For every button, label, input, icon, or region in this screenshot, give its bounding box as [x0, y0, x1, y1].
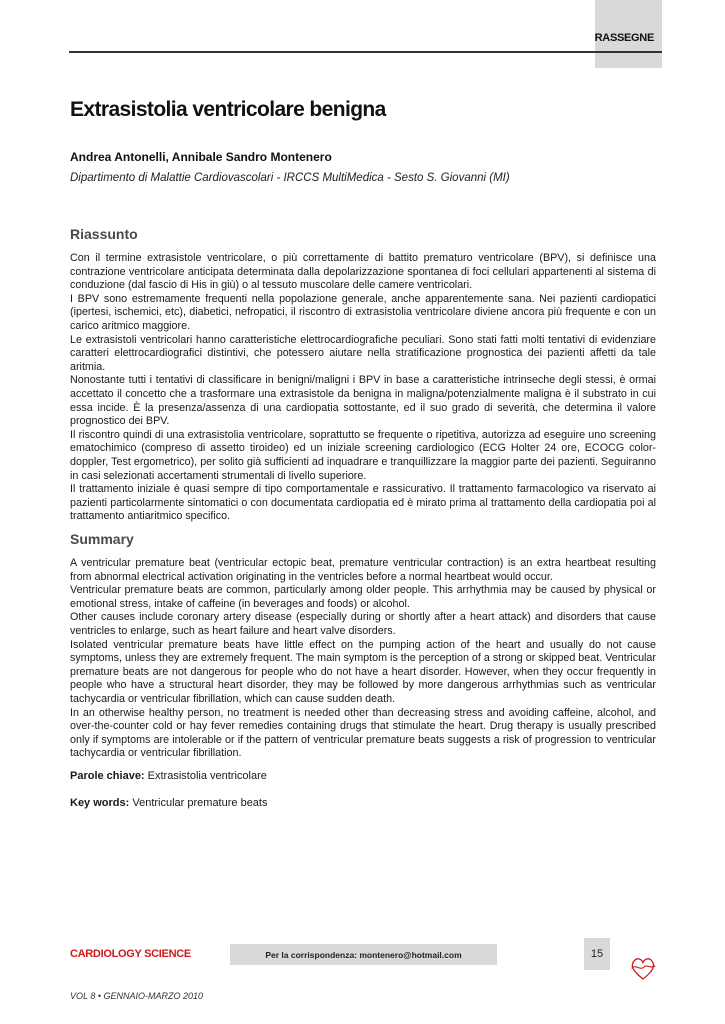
riassunto-body: [70, 252, 656, 524]
keywords-italian-label: Parole chiave:: [70, 770, 145, 782]
keywords-english-value: Ventricular premature beats: [129, 797, 268, 809]
summary-paragraph: A ventricular premature beat (ventricular ectopic beat, premature ventricular contraction) is an extra heartbeat resulting from abnormal electrical activation originating in the ventricles before a normal heartbeat would occur.: [70, 557, 656, 583]
summary-paragraph: Isolated ventricular premature beats have little effect on the pumping action of the heart and usually do not cause symptoms, unless they are extremely frequent. The main symptom is the perception of a strong or skipped beat. Ventricular premature beats are not dangerous for people who do not have a heart disorder. However, when they occur frequently in people who have a structural heart disorder, they may be followed by more dangerous arrhythmias such as ventricular tachycardia or ventricular fibrillation, which can cause sudden death.: [70, 638, 656, 705]
riassunto-paragraph: Con il termine extrasistole ventricolare, o più correttamente di battito prematuro ventricolare (BPV), si definisce una contrazione ventricolare anticipata determinata dalla depolarizzazione spontanea di foci cellulari appartenenti al sistema di conduzione (dal fascio di His in giù) o al tessuto muscolare delle camere ventricolari.: [70, 252, 656, 292]
summary-paragraph: Ventricular premature beats are common, particularly among older people. This arrhythmia may be caused by physical or emotional stress, intake of caffeine (in beverages and foods) or alcohol.: [70, 584, 656, 610]
riassunto-paragraph: I BPV sono estremamente frequenti nella popolazione generale, anche apparentemente sana. Nei pazienti cardiopatici (ipertesi, ischemici, etc), diabetici, nefropatici, il riscontro di extrasistolia ventricolare diviene ancora più frequente e con un carico aritmico maggiore.: [70, 292, 656, 332]
riassunto-paragraph: Il trattamento iniziale è quasi sempre di tipo comportamentale e rassicurativo. Il trattamento farmacologico va riservato ai pazienti particolarmente sintomatici o con documentata cardiopatia ed è mirato prima al trattamento della cardiopatia poi al trattamento antiaritmico specifico.: [70, 483, 656, 523]
article-affiliation: Dipartimento di Malattie Cardiovascolari - IRCCS MultiMedica - Sesto S. Giovanni (MI): [70, 172, 510, 184]
riassunto-paragraph: Nonostante tutti i tentativi di classificare in benigni/maligni i BPV in base a caratteristiche intrinseche degli stessi, è ormai accettato il concetto che a trasformare una extrasistole da benigna in maligna/potenzialmente maligna è il substrato in cui essa incide. È la presenza/assenza di una cardiopatia sottostante, ed il suo grado di severità, che determina il valore prognostico dei BPV.: [70, 374, 656, 428]
summary-body: [70, 557, 656, 761]
volume-info: VOL 8 • GENNAIO-MARZO 2010: [70, 991, 204, 1001]
summary-paragraph: Other causes include coronary artery disease (especially during or shortly after a heart attack) and disorders that cause ventricles to enlarge, such as heart failure and heart valve disorders.: [70, 611, 656, 637]
keywords-english: [70, 797, 267, 809]
journal-brand: CARDIOLOGY SCIENCE: [70, 948, 191, 960]
correspondence-text: Per la corrispondenza: montenero@hotmail.com: [265, 949, 462, 960]
article-title: Extrasistolia ventricolare benigna: [70, 98, 386, 121]
section-label: RASSEGNE: [594, 32, 654, 44]
keywords-italian-value: Extrasistolia ventricolare: [144, 770, 267, 782]
keywords-english-label: Key words:: [70, 797, 130, 809]
section-tab: [595, 0, 662, 68]
riassunto-paragraph: Le extrasistoli ventricolari hanno caratteristiche elettrocardiografiche peculiari. Sono stati fatti molti tentativi di evidenziare caratteri elettrocardiografici distintivi, che potessero aiutare nella stratificazione prognostica dei pazienti affetti da tale aritmia.: [70, 333, 656, 373]
article-authors: Andrea Antonelli, Annibale Sandro Montenero: [70, 150, 332, 164]
page-number-box: [584, 938, 610, 970]
riassunto-heading: Riassunto: [70, 226, 138, 242]
heart-doodle-icon: [628, 954, 658, 982]
correspondence-box: [230, 944, 497, 965]
summary-paragraph: In an otherwise healthy person, no treatment is needed other than decreasing stress and avoiding caffeine, alcohol, and over-the-counter cold or hay fever remedies containing drugs that stimulate the heart. Drug therapy is usually prescribed only if symptoms are intolerable or if the pattern of ventricular premature beats suggests a risk of progression to ventricular tachycardia or ventricular fibrillation.: [70, 706, 656, 760]
header-rule: [69, 51, 662, 53]
riassunto-paragraph: Il riscontro quindi di una extrasistolia ventricolare, soprattutto se frequente o ripetitiva, autorizza ad eseguire uno screening ematochimico (compreso di assetto tiroideo) ed un iniziale screening cardiologico (ECG Holter 24 ore, ECOCG color-doppler, Test ergometrico), per solito già sufficienti ad inquadrare e tranquillizzare la maggior parte dei pazienti. Seguiranno in casi selezionati accertamenti strumentali di livello superiore.: [70, 428, 656, 482]
summary-heading: Summary: [70, 531, 134, 547]
keywords-italian: [70, 770, 267, 782]
page-number: 15: [590, 948, 604, 960]
